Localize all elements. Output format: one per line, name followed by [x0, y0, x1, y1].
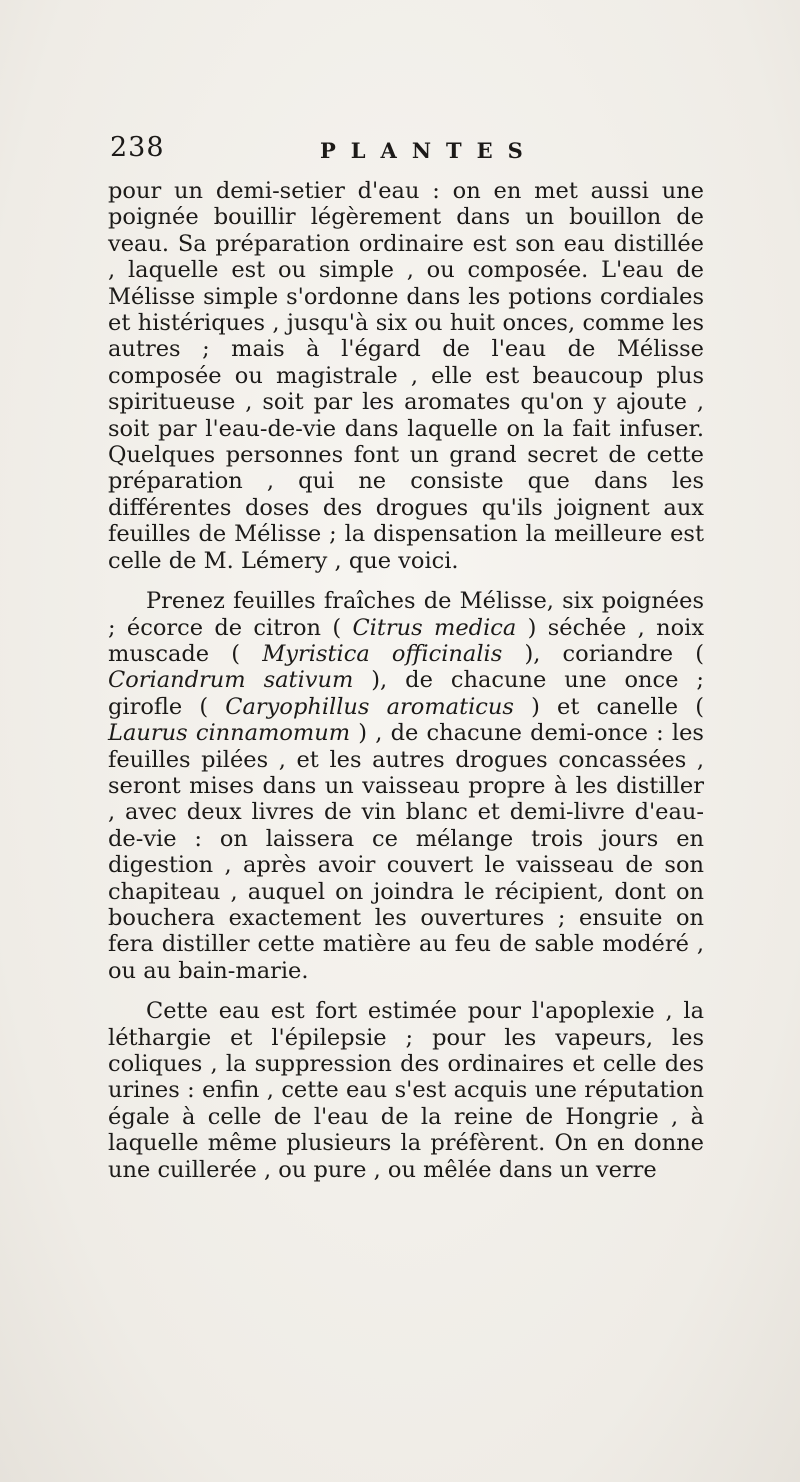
text-run: Prenez feuilles fraîches de Mélisse, six poignées ; écorce de citron ( [108, 588, 704, 641]
text-run: pour un demi-setier d'eau : on en met aussi une poignée bouillir légèrement dans un bouillon de veau. Sa préparation ordinaire est son eau distillée , laquelle est ou simple , ou composée. L'eau de Mélisse simple s'ordonne dans les potions cordiales et histériques , jusqu'à six ou huit onces, comme les autres ; mais à l'égard de l'eau de Mélisse composée ou magistrale , elle est beaucoup plus spiritueuse , soit par les aromates qu'on y ajoute , soit par l'eau-de-vie dans laquelle on la fait infuser. Quelques personnes font un grand secret de cette préparation , qui ne consiste que dans les différentes doses des drogues qu'ils joignent aux feuilles de Mélisse ; la dispensation la meilleure est celle de M. Lémery , que voici. [108, 178, 704, 574]
paragraph-1 [108, 178, 704, 574]
text-run: Cette eau est fort estimée pour l'apoplexie , la léthargie et l'épilepsie ; pour les vapeurs, les coliques , la suppression des ordinaires et celle des urines : enfin , cette eau s'est acquis une réputation égale à celle de l'eau de la reine de Hongrie , à laquelle même plusieurs la préfèrent. On en donne une cuillerée , ou pure , ou mêlée dans un verre [108, 998, 704, 1183]
text-run: ) et canelle ( [513, 693, 704, 720]
latin-name: Laurus cinnamomum [108, 720, 351, 747]
latin-name: Caryophillus aromaticus [225, 693, 514, 720]
paragraph-2 [108, 588, 704, 984]
paragraph-3 [108, 998, 704, 1183]
running-head: PLANTES [320, 138, 538, 163]
page-number: 238 [110, 132, 165, 163]
text-run: ), de chacune une once ; girofle ( [108, 667, 704, 720]
latin-name: Coriandrum sativum [108, 667, 354, 694]
page-header [110, 132, 700, 168]
text-run: ), coriandre ( [502, 640, 704, 667]
text-run: ) , de chacune demi-once : les feuilles pilées , et les autres drogues concassées , seront mises dans un vaisseau propre à les distiller , avec deux livres de vin blanc et demi-livre d'eau-de-vie : on laissera ce mélange trois jours en digestion , après avoir couvert le vaisseau de son chapiteau , auquel on joindra le récipient, dont on bouchera exactement les ouvertures ; ensuite on fera distiller cette matière au feu de sable modéré , ou au bain-marie. [108, 720, 704, 984]
text-run: ) séchée , noix muscade ( [108, 614, 705, 667]
latin-name: Citrus medica [352, 614, 517, 641]
latin-name: Myristica officinalis [262, 640, 503, 667]
body-text [108, 178, 704, 1183]
